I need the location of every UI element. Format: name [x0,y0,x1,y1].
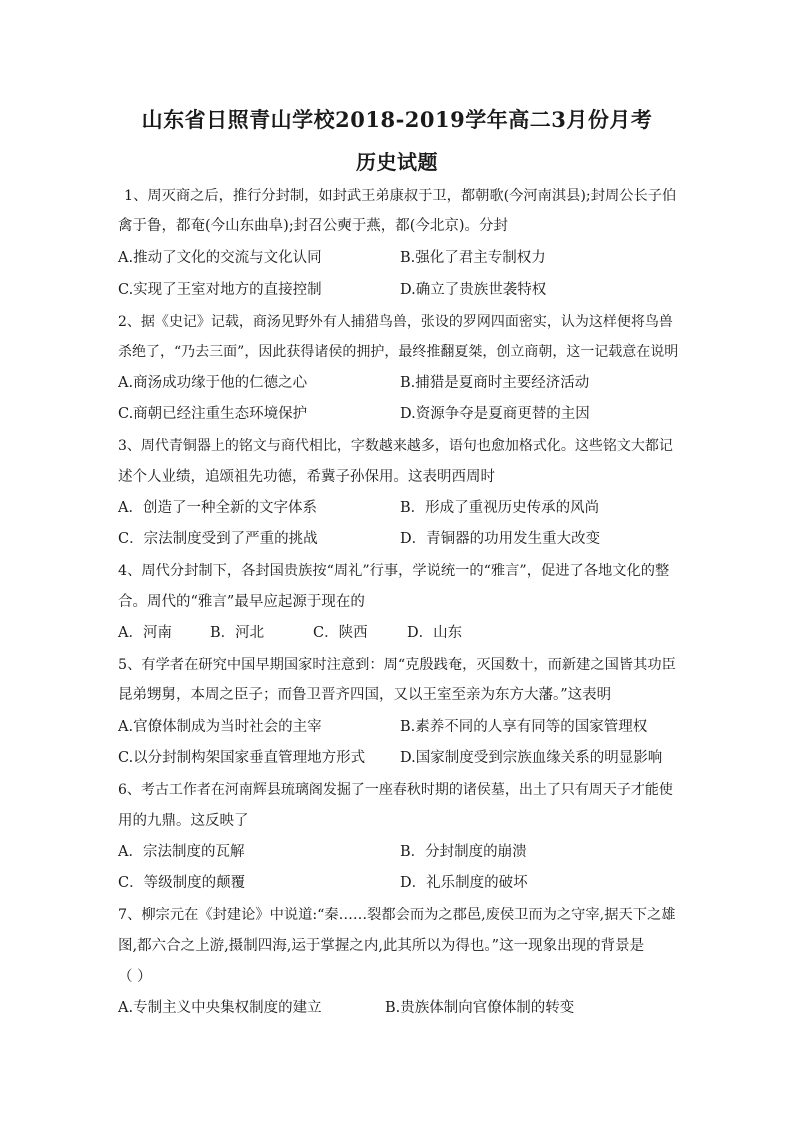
question-3-line-2: 述个人业绩，追颂祖先功德，希冀子孙保用。这表明西周时 [118,469,495,485]
question-7-option-b: B.贵族体制向官僚体制的转变 [385,1000,575,1016]
question-6-option-b: B．分封制度的崩溃 [400,844,527,860]
question-6-option-a: A．宗法制度的瓦解 [118,844,245,860]
question-1-option-c: C.实现了王室对地方的直接控制 [118,282,322,298]
question-7-line-1: 7、柳宗元在《封建论》中说道:“秦……裂都会而为之郡邑,废侯卫而为之守宰,据天下之雄 [118,907,676,923]
question-4-line-1: 4、周代分封制下，各封国贵族按“周礼”行事，学说统一的“雅言”，促进了各地文化的整 [118,563,670,579]
question-4-option-a: A．河南 [118,625,172,641]
question-1-option-a: A.推动了文化的交流与文化认同 [118,250,322,266]
question-5-line-1: 5、有学者在研究中国早期国家时注意到：周“克殷践奄，灭国数十，而新建之国皆其功臣 [118,657,676,673]
question-2-option-a: A.商汤成功缘于他的仁德之心 [118,375,308,391]
question-5-line-2: 昆弟甥舅，本周之臣子；而鲁卫晋齐四国，又以王室至亲为东方大藩。”这表明 [118,687,612,703]
question-3-option-b: B．形成了重视历史传承的风尚 [400,500,600,516]
question-6-option-c: C．等级制度的颠覆 [118,875,246,891]
question-7-line-2: 图,都六合之上游,摄制四海,运于掌握之内,此其所以为得也。”这一现象出现的背景是 [118,938,645,954]
question-7-option-a: A.专制主义中央集权制度的建立 [118,1000,322,1016]
question-1-line-1: 1、周灭商之后，推行分封制，如封武王弟康叔于卫，都朝歌(今河南淇县);封周公长子伯 [124,188,677,204]
question-1-option-d: D.确立了贵族世袭特权 [400,282,547,298]
question-5-option-d: D.国家制度受到宗族血缘关系的明显影响 [400,750,663,766]
question-4-line-2: 合。周代的“雅言”最早应起源于现在的 [118,594,365,610]
question-5-option-c: C.以分封制构架国家垂直管理地方形式 [118,750,366,766]
question-3-line-1: 3、周代青铜器上的铭文与商代相比，字数越来越多，语句也愈加格式化。这些铭文大都记 [118,438,673,454]
question-7-answer-blank: （ ） [118,969,152,985]
question-2-option-b: B.捕猎是夏商时主要经济活动 [400,375,590,391]
question-6-line-2: 用的九鼎。这反映了 [118,813,249,829]
question-2-option-d: D.资源争夺是夏商更替的主因 [400,406,590,422]
question-6-line-1: 6、考古工作者在河南辉县琉璃阁发掘了一座春秋时期的诸侯墓，出土了只有周天子才能使 [118,782,673,798]
question-6-option-d: D．礼乐制度的破坏 [400,875,528,891]
question-3-option-c: C．宗法制度受到了严重的挑战 [118,531,318,547]
question-5-option-b: B.素养不同的人享有同等的国家管理权 [400,719,648,735]
question-2-line-1: 2、据《史记》记载，商汤见野外有人捕猎鸟兽，张设的罗网四面密实，认为这样便将鸟兽 [118,314,673,330]
question-3-option-d: D．青铜器的功用发生重大改变 [400,531,601,547]
question-3-option-a: A．创造了一种全新的文字体系 [118,500,317,516]
question-4-option-d: D．山东 [407,625,463,641]
question-5-option-a: A.官僚体制成为当时社会的主宰 [118,719,322,735]
question-4-option-c: C．陕西 [313,625,368,641]
question-2-option-c: C.商朝已经注重生态环境保护 [118,406,308,422]
exam-title: 山东省日照青山学校2018-2019学年高二3月份月考 [141,107,653,132]
exam-subtitle: 历史试题 [356,150,438,174]
question-2-line-2: 杀绝了，“乃去三面”，因此获得诸侯的拥护，最终推翻夏桀，创立商朝，这一记载意在说明 [118,344,679,360]
question-1-option-b: B.强化了君主专制权力 [400,250,546,266]
question-4-option-b: B．河北 [210,625,265,641]
question-1-line-2: 禽于鲁，都奄(今山东曲阜);封召公奭于燕，都(今北京)。分封 [118,218,509,234]
